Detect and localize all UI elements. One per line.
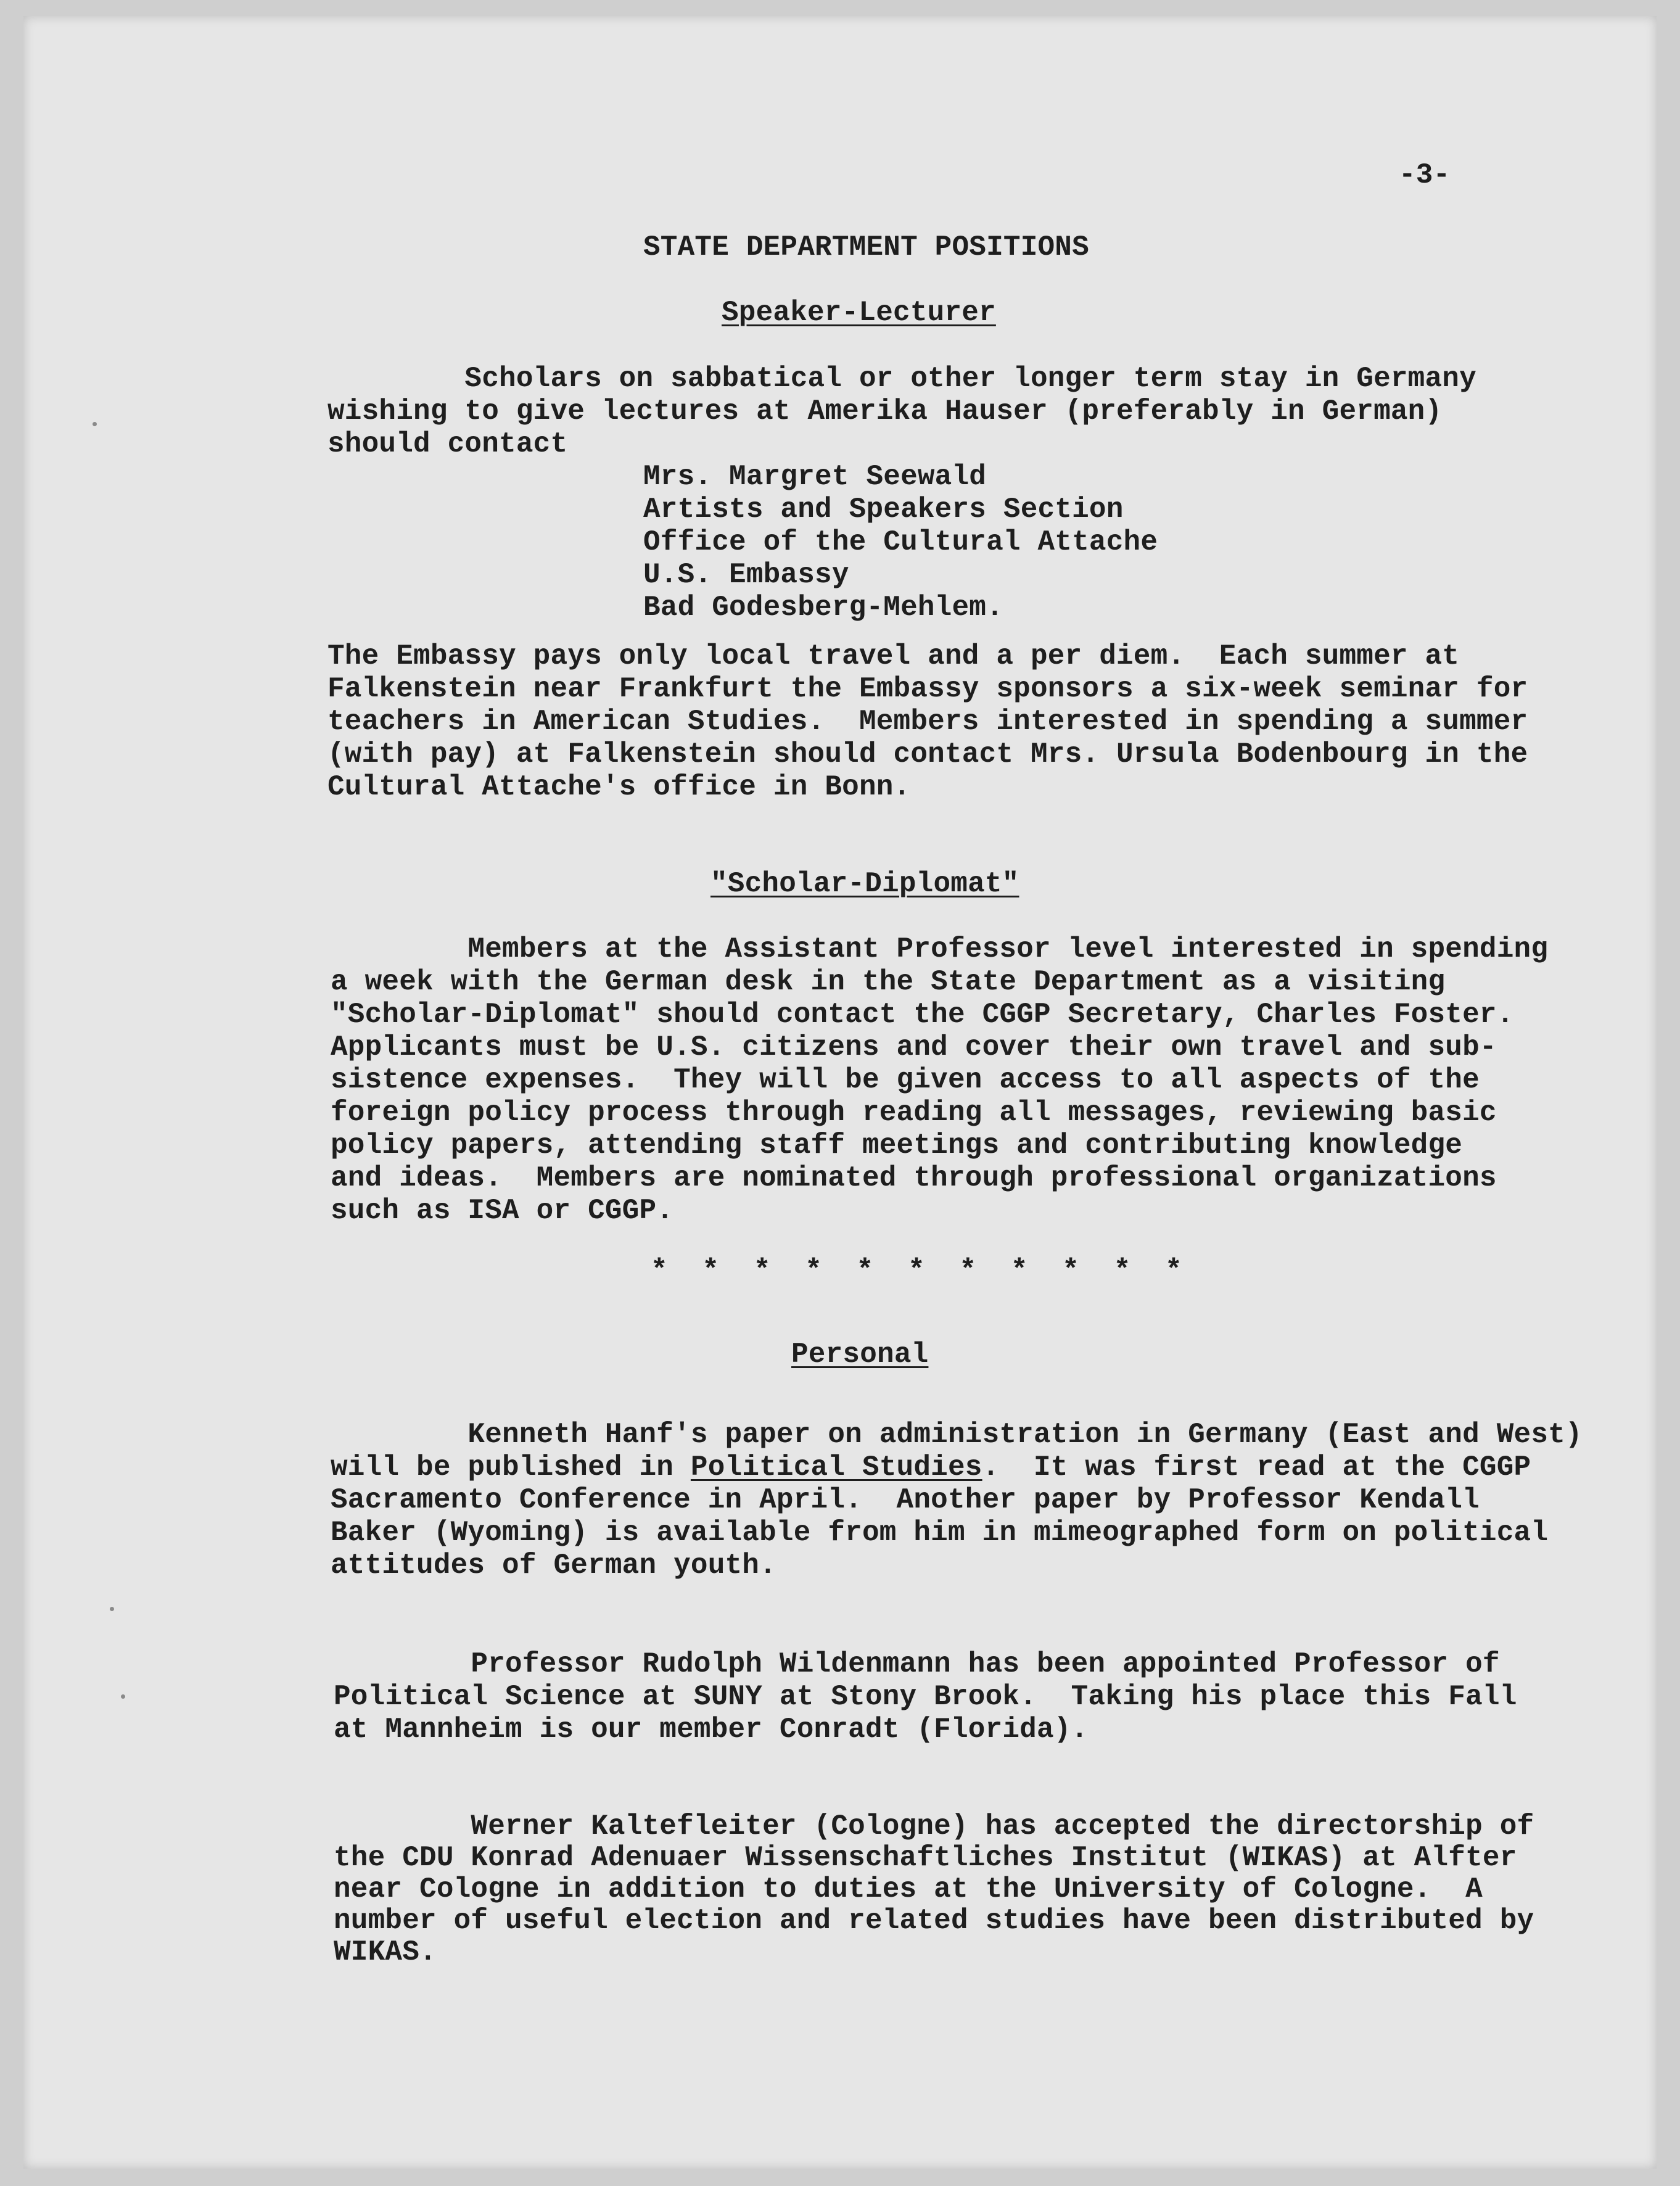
address-line: U.S. Embassy (643, 559, 849, 591)
text-line: Kenneth Hanf's paper on administration in Germany (East and West) (331, 1419, 1583, 1451)
text-line: Scholars on sabbatical or other longer term stay in Germany (327, 363, 1476, 395)
text-line: (with pay) at Falkenstein should contact Mrs. Ursula Bodenbourg in the (327, 738, 1528, 770)
text-line: Baker (Wyoming) is available from him in mimeographed form on political (331, 1517, 1549, 1549)
text-line: Applicants must be U.S. citizens and cover their own travel and sub- (331, 1031, 1497, 1063)
text-line: a week with the German desk in the State Department as a visiting (331, 966, 1446, 998)
asterisk-separator: * * * * * * * * * * * (651, 1255, 1182, 1287)
address-line: Bad Godesberg-Mehlem. (643, 592, 1003, 624)
address-line: Office of the Cultural Attache (643, 526, 1158, 558)
text-line: wishing to give lectures at Amerika Hauser (preferably in German) (327, 395, 1443, 427)
text-line: near Cologne in addition to duties at the University of Cologne. A (334, 1873, 1483, 1905)
section-heading-speaker-lecturer: Speaker-Lecturer (722, 297, 996, 329)
text-line: the CDU Konrad Adenuaer Wissenschaftliches Institut (WIKAS) at Alfter (334, 1842, 1517, 1874)
text-line: Political Science at SUNY at Stony Brook. Taking his place this Fall (334, 1681, 1517, 1713)
paper-speck (93, 422, 97, 426)
text-line: number of useful election and related studies have been distributed by (334, 1905, 1534, 1937)
text-segment: . It was first read at the CGGP (982, 1451, 1531, 1483)
page-title: STATE DEPARTMENT POSITIONS (643, 231, 1089, 263)
text-line: foreign policy process through reading all messages, reviewing basic (331, 1097, 1497, 1129)
text-line: Cultural Attache's office in Bonn. (327, 771, 911, 803)
text-line: Members at the Assistant Professor level interested in spending (331, 933, 1549, 965)
address-line: Mrs. Margret Seewald (643, 461, 987, 493)
section-heading-personal: Personal (791, 1338, 929, 1371)
text-segment: will be published in (331, 1451, 691, 1483)
text-line: and ideas. Members are nominated through professional organizations (331, 1162, 1497, 1194)
paper-speck (121, 1694, 125, 1699)
text-line: "Scholar-Diplomat" should contact the CGGP Secretary, Charles Foster. (331, 999, 1514, 1031)
journal-title: Political Studies (690, 1451, 982, 1483)
text-line: attitudes of German youth. (331, 1549, 776, 1582)
address-line: Artists and Speakers Section (643, 493, 1124, 526)
text-line (331, 1451, 1531, 1484)
text-line: Werner Kaltefleiter (Cologne) has accepted the directorship of (334, 1810, 1534, 1842)
text-line: at Mannheim is our member Conradt (Florida). (334, 1714, 1089, 1746)
paper-speck (110, 1607, 114, 1611)
text-line: should contact (327, 428, 568, 460)
text-line: such as ISA or CGGP. (331, 1195, 674, 1227)
text-line: WIKAS. (334, 1936, 437, 1968)
page-number: -3- (1399, 159, 1451, 191)
text-line: Professor Rudolph Wildenmann has been appointed Professor of (334, 1648, 1500, 1680)
text-line: The Embassy pays only local travel and a per diem. Each summer at (327, 640, 1460, 672)
text-line: teachers in American Studies. Members interested in spending a summer (327, 706, 1528, 738)
text-line: sistence expenses. They will be given access to all aspects of the (331, 1064, 1480, 1096)
text-line: policy papers, attending staff meetings and contributing knowledge (331, 1129, 1463, 1161)
text-line: Falkenstein near Frankfurt the Embassy sponsors a six-week seminar for (327, 673, 1528, 705)
text-line: Sacramento Conference in April. Another paper by Professor Kendall (331, 1484, 1480, 1516)
section-heading-scholar-diplomat: "Scholar-Diplomat" (710, 868, 1019, 900)
